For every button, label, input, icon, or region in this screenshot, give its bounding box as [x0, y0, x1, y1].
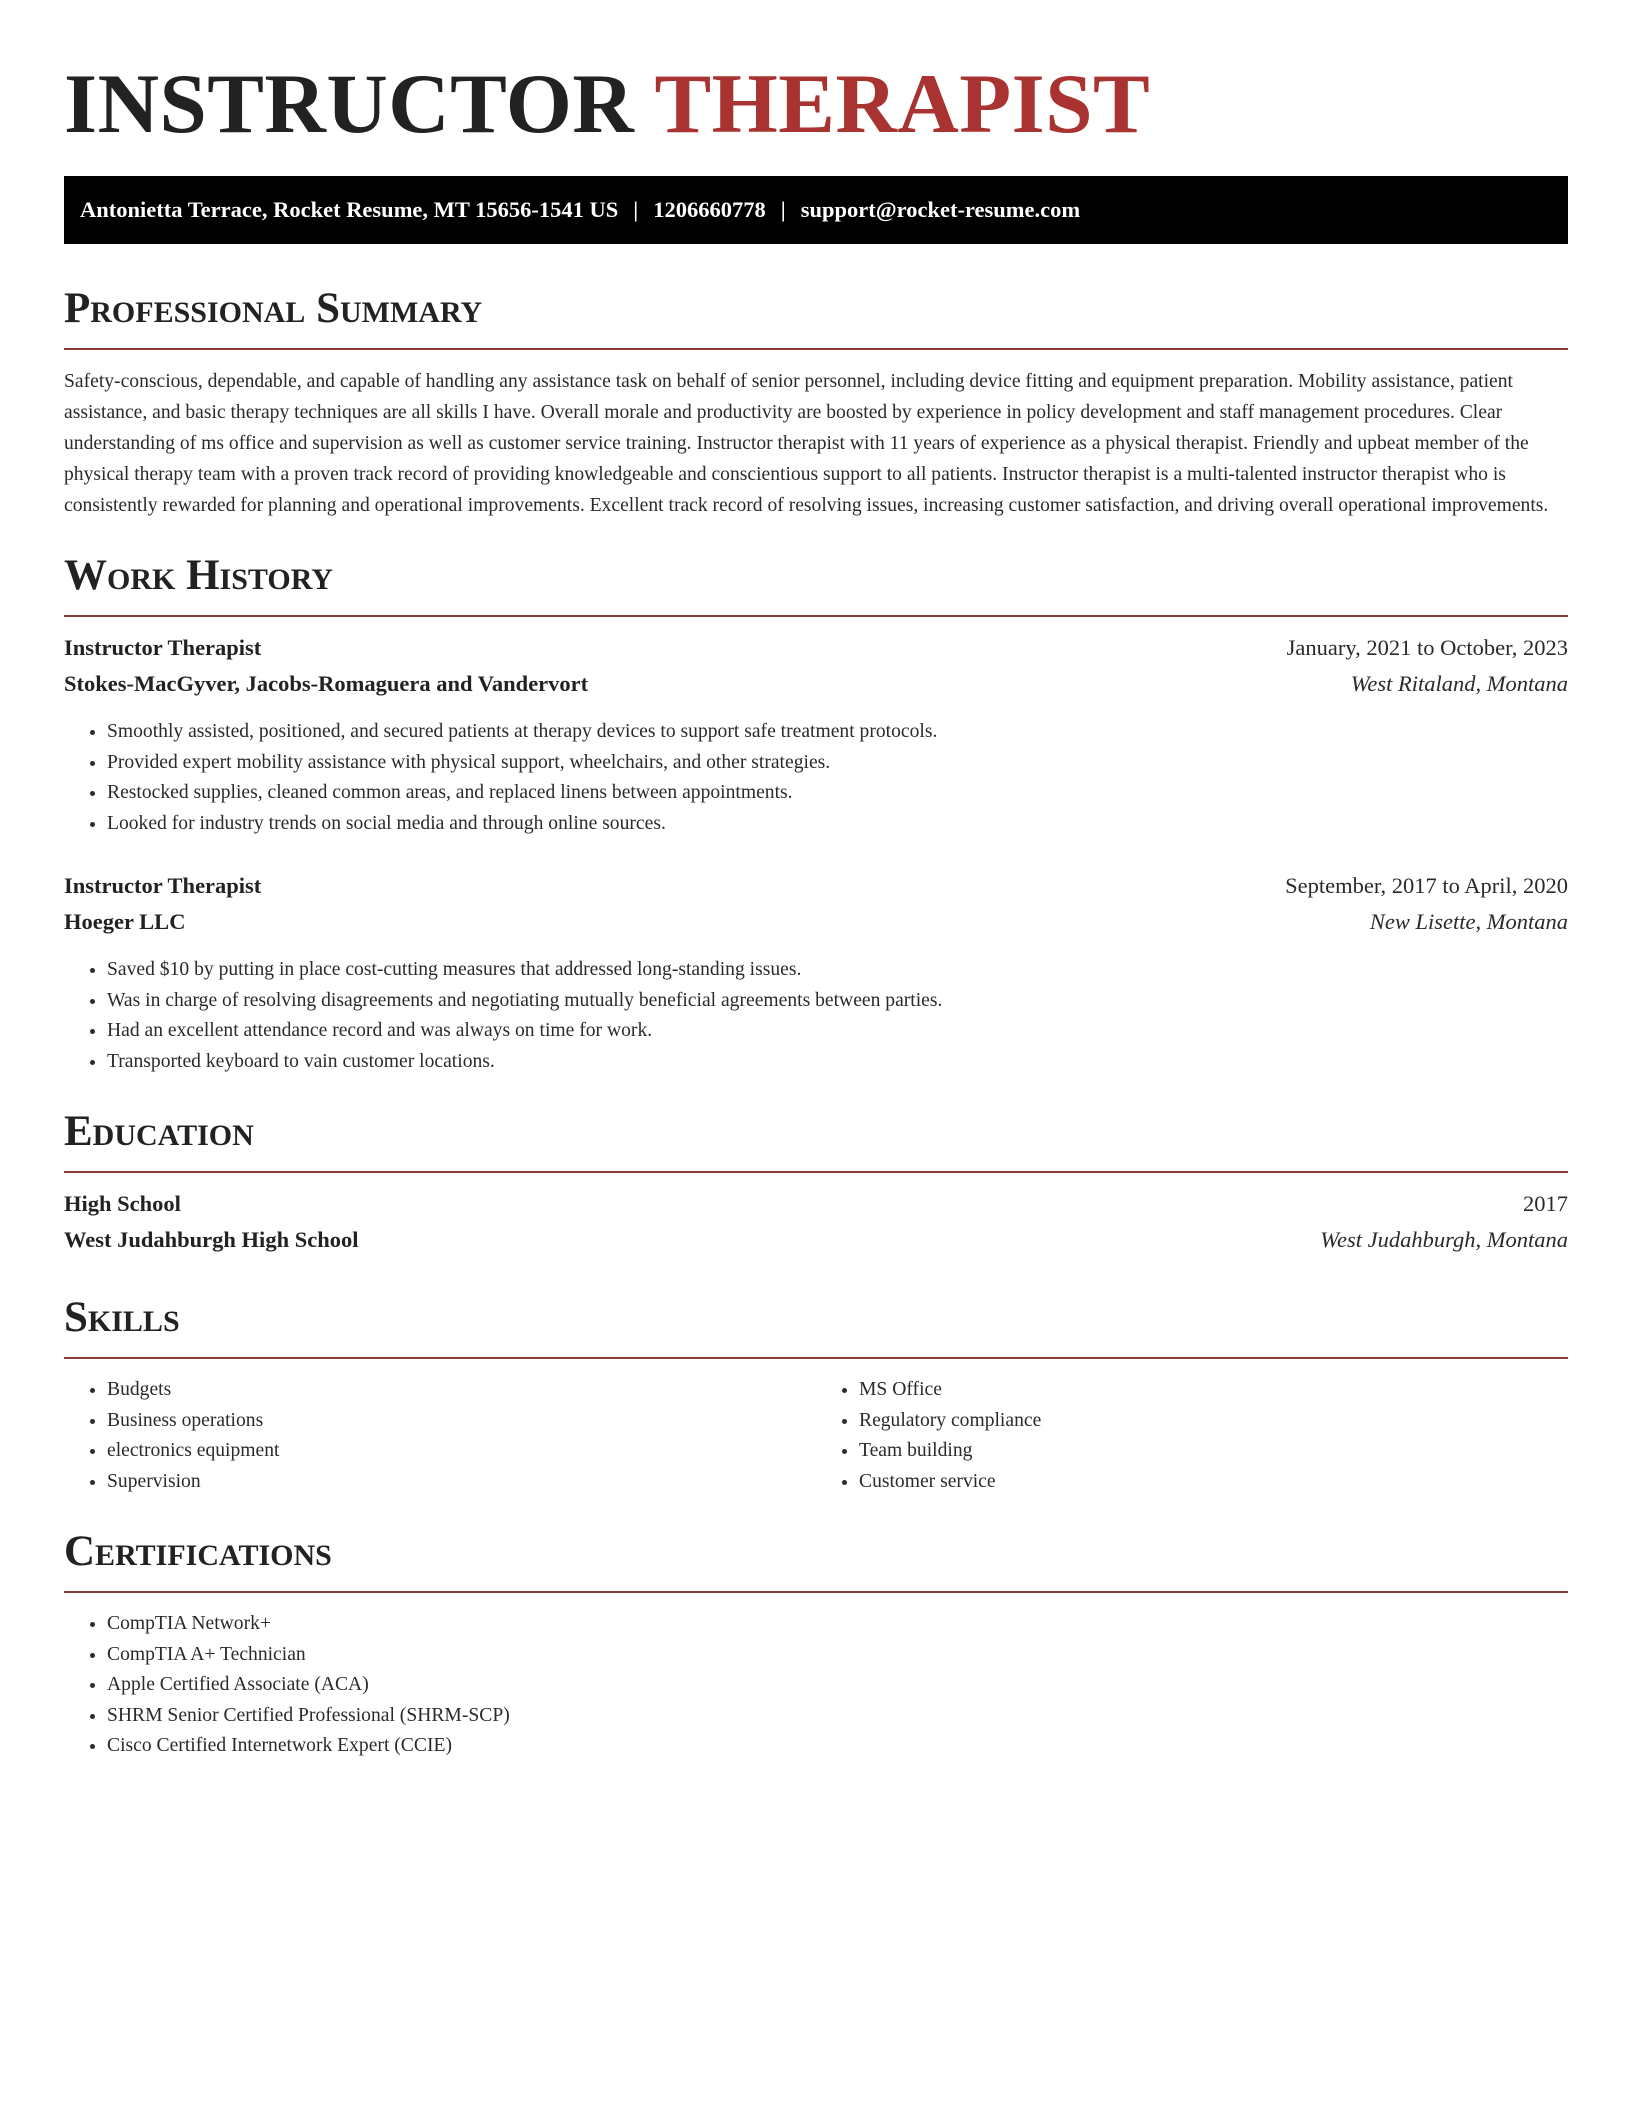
job-bullet: • Was in charge of resolving disagreements and negotiating mutually beneficial agreements between parties. [107, 986, 1568, 1017]
candidate-name [64, 56, 1568, 152]
certification-item: • CompTIA A+ Technician [107, 1640, 1568, 1671]
skills-column-right [816, 1375, 1568, 1497]
job-company: Hoeger LLC [64, 909, 186, 934]
contact-separator: | [633, 197, 639, 222]
skills-grid [64, 1375, 1568, 1497]
skill-item: • Budgets [107, 1375, 816, 1406]
resume-page [64, 0, 1568, 1762]
skill-item: • MS Office [859, 1375, 1568, 1406]
certifications-list [64, 1609, 1568, 1762]
job-bullet: • Looked for industry trends on social media and through online sources. [107, 809, 1568, 840]
skills-heading: Skills [64, 1293, 1568, 1359]
skill-item: • Customer service [859, 1467, 1568, 1498]
job-company-row [64, 909, 1568, 945]
job-dates: September, 2017 to April, 2020 [1285, 873, 1568, 898]
education-heading: Education [64, 1107, 1568, 1173]
job-bullet: • Saved $10 by putting in place cost-cutting measures that addressed long-standing issues. [107, 955, 1568, 986]
education-entry [64, 1191, 1568, 1263]
job-bullet: • Restocked supplies, cleaned common areas, and replaced linens between appointments. [107, 778, 1568, 809]
skills-column-left [64, 1375, 816, 1497]
job-bullets [64, 955, 1568, 1077]
certification-item: • Apple Certified Associate (ACA) [107, 1670, 1568, 1701]
name-second: THERAPIST [654, 57, 1151, 151]
certification-item: • CompTIA Network+ [107, 1609, 1568, 1640]
job-title: Instructor Therapist [64, 635, 262, 660]
contact-phone: 1206660778 [653, 197, 766, 222]
job-bullet: • Transported keyboard to vain customer locations. [107, 1047, 1568, 1078]
contact-separator: | [780, 197, 786, 222]
skill-item: • electronics equipment [107, 1436, 816, 1467]
job-bullets [64, 717, 1568, 839]
job-bullet: • Smoothly assisted, positioned, and secured patients at therapy devices to support safe treatment protocols. [107, 717, 1568, 748]
education-school-row [64, 1227, 1568, 1263]
certifications-heading: Certifications [64, 1527, 1568, 1593]
education-location: West Judahburgh, Montana [1320, 1227, 1568, 1252]
skill-item: • Team building [859, 1436, 1568, 1467]
work-history-heading: Work History [64, 551, 1568, 617]
job-dates: January, 2021 to October, 2023 [1286, 635, 1568, 660]
education-header-row [64, 1191, 1568, 1227]
job-title: Instructor Therapist [64, 873, 262, 898]
job-company: Stokes-MacGyver, Jacobs-Romaguera and Vandervort [64, 671, 589, 696]
job-location: New Lisette, Montana [1369, 909, 1568, 934]
job-entry [64, 635, 1568, 839]
contact-address: Antonietta Terrace, Rocket Resume, MT 15656-1541 US [80, 197, 619, 222]
job-bullet: • Had an excellent attendance record and was always on time for work. [107, 1016, 1568, 1047]
education-degree: High School [64, 1191, 181, 1216]
skill-item: • Business operations [107, 1406, 816, 1437]
summary-text: Safety-conscious, dependable, and capable of handling any assistance task on behalf of senior personnel, including device fitting and equipment preparation. Mobility assistance, patient assistance, and basic therapy techniques are all skills I have. Overall morale and productivity are boosted by experience in policy development and staff management procedures. Clear understanding of ms office and supervision as well as customer service training. Instructor therapist with 11 years of experience as a physical therapist. Friendly and upbeat member of the physical therapy team with a proven track record of providing knowledgeable and conscientious support to all patients. Instructor therapist is a multi-talented instructor therapist who is consistently rewarded for planning and operational improvements. Excellent track record of resolving issues, increasing customer satisfaction, and driving overall operational improvements. [64, 371, 1549, 516]
certification-item: • Cisco Certified Internetwork Expert (CCIE) [107, 1731, 1568, 1762]
job-header-row [64, 635, 1568, 671]
education-school: West Judahburgh High School [64, 1227, 359, 1252]
education-year: 2017 [1523, 1191, 1568, 1216]
job-company-row [64, 671, 1568, 707]
job-location: West Ritaland, Montana [1350, 671, 1568, 696]
contact-email: support@rocket-resume.com [800, 197, 1081, 222]
job-header-row [64, 873, 1568, 909]
job-entry [64, 873, 1568, 1077]
skill-item: • Supervision [107, 1467, 816, 1498]
skill-item: • Regulatory compliance [859, 1406, 1568, 1437]
job-bullet: • Provided expert mobility assistance with physical support, wheelchairs, and other strategies. [107, 748, 1568, 779]
name-first: INSTRUCTOR [64, 57, 635, 151]
certification-item: • SHRM Senior Certified Professional (SHRM-SCP) [107, 1701, 1568, 1732]
summary-heading: Professional Summary [64, 284, 1568, 350]
contact-bar [64, 176, 1568, 244]
